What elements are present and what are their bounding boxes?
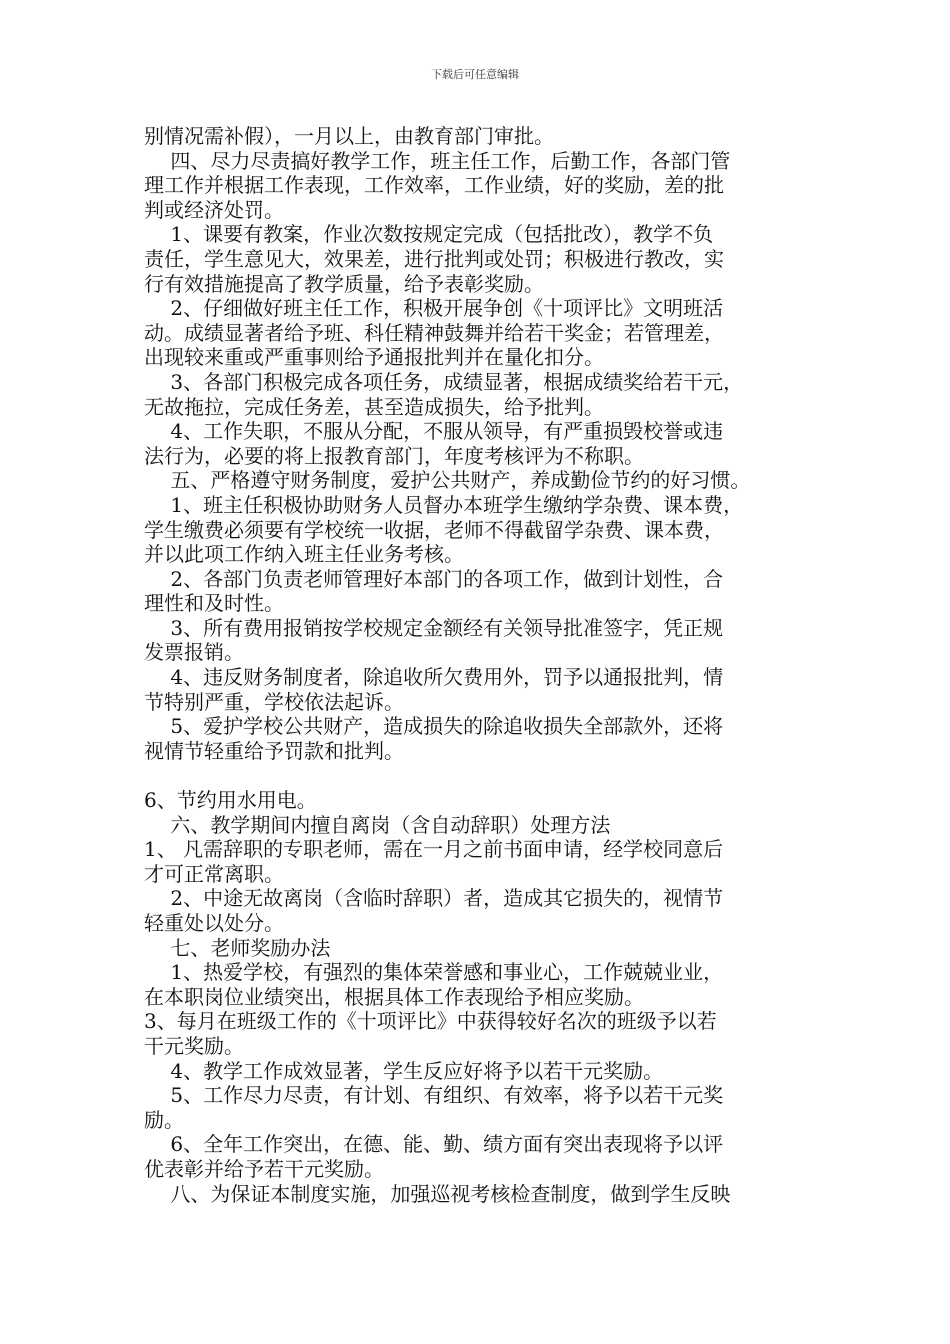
text-line: 八、为保证本制度实施，加强巡视考核检查制度，做到学生反映 bbox=[144, 1181, 731, 1206]
text-line: 4、工作失职，不服从分配，不服从领导，有严重损毁校誉或违 bbox=[144, 419, 724, 444]
text-line: 五、严格遵守财务制度，爱护公共财产，养成勤俭节约的好习惯。 bbox=[144, 468, 751, 493]
text-line: 1、课要有教案，作业次数按规定完成（包括批改），教学不负 bbox=[144, 222, 714, 247]
text-line: 学生缴费必须要有学校统一收据，老师不得截留学杂费、课本费， bbox=[144, 517, 724, 542]
text-line: 轻重处以处分。 bbox=[144, 911, 284, 935]
text-line: 1、班主任积极协助财务人员督办本班学生缴纳学杂费、课本费， bbox=[144, 492, 744, 517]
text-line: 法行为，必要的将上报教育部门，年度考核评为不称职。 bbox=[144, 443, 644, 468]
text-line: 发票报销。 bbox=[144, 640, 244, 665]
text-line: 干元奖励。 bbox=[144, 1033, 244, 1058]
text-line: 3、各部门积极完成各项任务，成绩显著，根据成绩奖给若干元， bbox=[144, 369, 744, 394]
text-line: 别情况需补假），一月以上，由教育部门审批。 bbox=[144, 124, 554, 148]
text-line: 责任，学生意见大，效果差，进行批判或处罚；积极进行教改，实 bbox=[144, 246, 724, 271]
text-line: 1、 凡需辞职的专职老师，需在一月之前书面申请，经学校同意后 bbox=[144, 837, 724, 862]
text-line: 2、仔细做好班主任工作，积极开展争创《十项评比》文明班活 bbox=[144, 296, 724, 321]
text-line: 无故拖拉，完成任务差，甚至造成损失，给予批判。 bbox=[144, 394, 604, 419]
document-body bbox=[144, 124, 808, 1206]
text-line: 六、教学期间内擅自离岗（含自动辞职）处理方法 bbox=[144, 812, 611, 837]
text-line: 6、全年工作突出，在德、能、勤、绩方面有突出表现将予以评 bbox=[144, 1132, 724, 1157]
text-line: 动。成绩显著者给予班、科任精神鼓舞并给若干奖金；若管理差， bbox=[144, 320, 724, 345]
text-line: 3、所有费用报销按学校规定金额经有关领导批准签字，凭正规 bbox=[144, 615, 724, 640]
text-line: 七、老师奖励办法 bbox=[144, 935, 331, 960]
text-line: 6、节约用水用电。 bbox=[144, 788, 317, 813]
text-line: 励。 bbox=[144, 1107, 184, 1132]
text-line: 4、教学工作成效显著，学生反应好将予以若干元奖励。 bbox=[144, 1058, 664, 1083]
text-line: 在本职岗位业绩突出，根据具体工作表现给予相应奖励。 bbox=[144, 984, 644, 1009]
text-line: 理性和及时性。 bbox=[144, 591, 284, 616]
page-header: 下载后可任意编辑 bbox=[431, 68, 519, 81]
text-line: 才可正常离职。 bbox=[144, 861, 284, 886]
text-line: 并以此项工作纳入班主任业务考核。 bbox=[144, 542, 464, 567]
blank-line bbox=[144, 763, 808, 788]
text-line: 节特别严重，学校依法起诉。 bbox=[144, 689, 404, 714]
text-line: 5、工作尽力尽责，有计划、有组织、有效率，将予以若干元奖 bbox=[144, 1083, 724, 1108]
text-line: 1、热爱学校，有强烈的集体荣誉感和事业心，工作兢兢业业， bbox=[144, 960, 724, 985]
text-line: 视情节轻重给予罚款和批判。 bbox=[144, 738, 404, 763]
text-line: 行有效措施提高了教学质量，给予表彰奖励。 bbox=[144, 271, 544, 296]
text-line: 4、违反财务制度者，除追收所欠费用外，罚予以通报批判，情 bbox=[144, 665, 724, 690]
text-line: 5、爱护学校公共财产，造成损失的除追收损失全部款外，还将 bbox=[144, 714, 724, 739]
text-line: 出现较来重或严重事则给予通报批判并在量化扣分。 bbox=[144, 345, 604, 370]
text-line: 判或经济处罚。 bbox=[144, 197, 284, 222]
text-line: 四、尽力尽责搞好教学工作，班主任工作，后勤工作，各部门管 bbox=[144, 148, 731, 173]
text-line: 3、每月在班级工作的《十项评比》中获得较好名次的班级予以若 bbox=[144, 1009, 717, 1034]
text-line: 2、各部门负责老师管理好本部门的各项工作，做到计划性，合 bbox=[144, 566, 724, 591]
text-line: 2、中途无故离岗（含临时辞职）者，造成其它损失的，视情节 bbox=[144, 886, 724, 911]
text-line: 理工作并根据工作表现，工作效率，工作业绩，好的奖励，差的批 bbox=[144, 173, 724, 198]
text-line: 优表彰并给予若干元奖励。 bbox=[144, 1156, 384, 1181]
